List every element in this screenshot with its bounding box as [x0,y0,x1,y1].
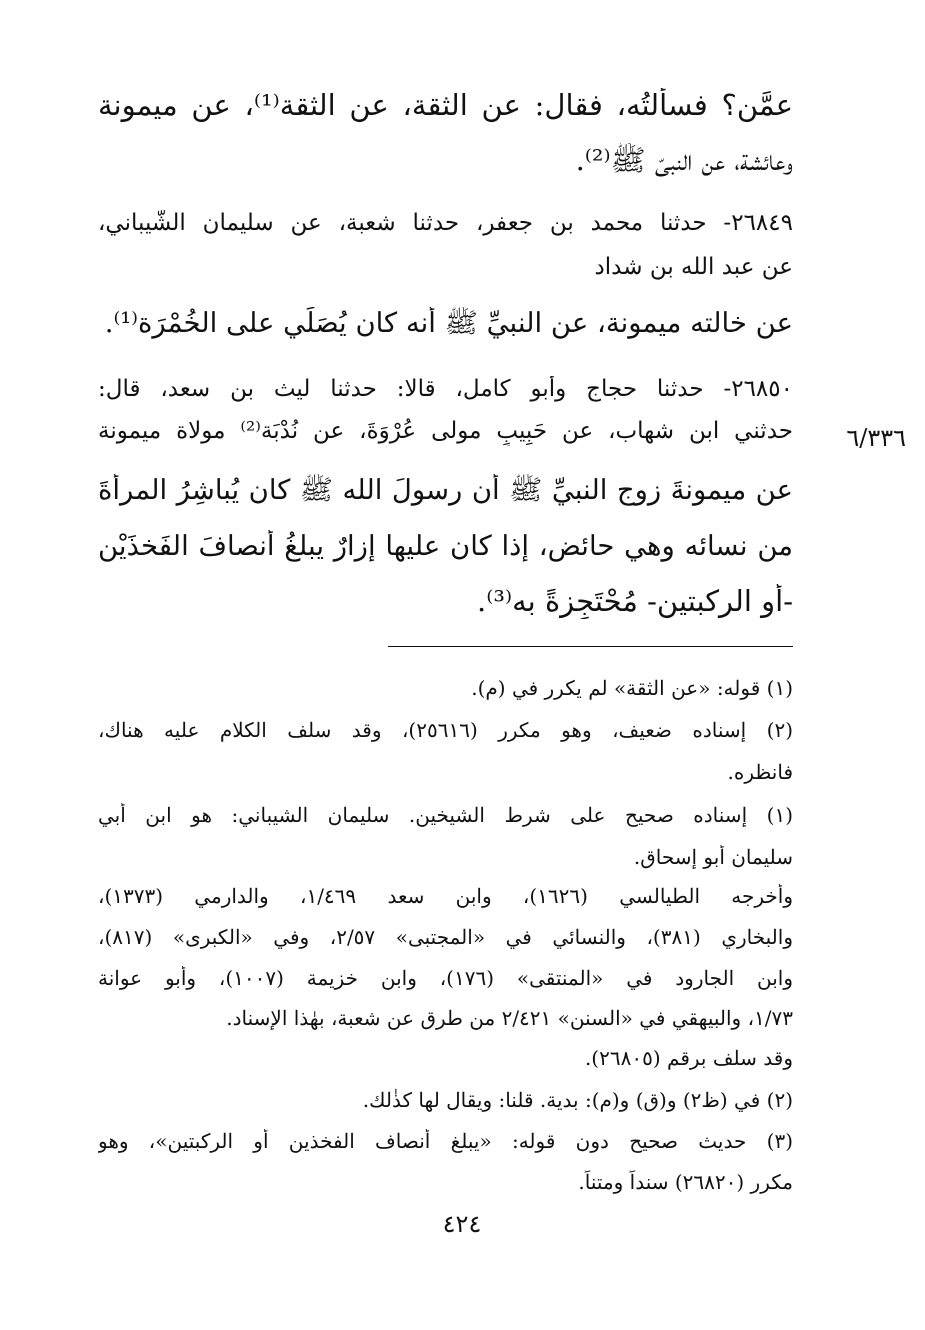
isnad-line: ٢٦٨٤٩- حدثنا محمد بن جعفر، حدثنا شعبة، عن سليمان الشَّيباني، [98,210,793,236]
isnad-line: عن عبد الله بن شداد [594,254,793,280]
footnote-line: (١) إسناده صحيح على شرط الشيخين. سليمان الشيباني: هو ابن أبي [98,803,793,827]
isnad-line: حدثني ابن شهاب، عن حَبِيبٍ مولى عُرْوَةَ، عن نُدْبَة⁽²⁾ مولاة ميمونة [98,418,793,444]
hadith-text-line: وعائشة، عن النبيّ ﷺ⁽²⁾. [575,143,793,177]
footnote-line: ١/٧٣، والبيهقي في «السنن» ٢/٤٢١ من طرق عن شعبة، بهٰذا الإسناد. [226,1006,793,1030]
hadith-text-line: عمَّن؟ فسألتُه، فقال: عن الثقة، عن الثقة⁽¹⁾، عن ميمونة [98,88,793,122]
footnote-line: سليمان أبو إسحاق. [633,845,793,869]
footnote-line: مكرر (٢٦٨٢٠) سنداً ومتناً. [578,1170,793,1194]
matn-line: -أو الركبتين- مُحْتَجِزةً به⁽³⁾. [477,584,793,618]
footnote-line: والبخاري (٣٨١)، والنسائي في «المجتبى» ٢/٥٧، وفي «الكبرى» (٨١٧)، [98,925,793,949]
page-number: ٤٢٤ [442,1210,482,1238]
footnote-line: وأخرجه الطيالسي (١٦٢٦)، وابن سعد ١/٤٦٩، والدارمي (١٣٧٣)، [98,884,793,908]
footnote-line: (١) قوله: «عن الثقة» لم يكرر في (م). [471,676,793,700]
footnote-line: فانظره. [727,760,793,784]
isnad-line: ٢٦٨٥٠- حدثنا حجاج وأبو كامل، قالا: حدثنا ليث بن سعد، قال: [98,376,793,402]
footnote-line: وقد سلف برقم (٢٦٨٠٥). [584,1046,793,1070]
volume-page-reference: ٦/٣٣٦ [846,424,906,452]
matn-line: عن خالته ميمونة، عن النبيِّ ﷺ أنه كان يُصَلِّي على الخُمْرَة⁽¹⁾. [104,307,793,339]
footnote-separator [388,646,793,647]
matn-line: من نسائه وهي حائض، إذا كان عليها إزارٌ يبلغُ أنصافَ الفَخذَيْنِ [98,530,793,562]
footnote-line: وابن الجارود في «المنتقى» (١٧٦)، وابن خزيمة (١٠٠٧)، وأبو عوانة [98,966,793,990]
footnote-line: (٣) حديث صحيح دون قوله: «يبلغ أنصاف الفخذين أو الركبتين»، وهو [98,1129,793,1153]
footnote-line: (٢) إسناده ضعيف، وهو مكرر (٢٥٦١٦)، وقد سلف الكلام عليه هناك، [98,718,793,742]
footnote-line: (٢) في (ظ٢) و(ق) و(م): بدية. قلنا: ويقال لها كذٰلك. [362,1088,793,1112]
matn-line: عن ميمونةَ زوجِ النبيِّ ﷺ أن رسولَ الله ﷺ كان يُباشِرُ المرأةَ [98,474,793,506]
